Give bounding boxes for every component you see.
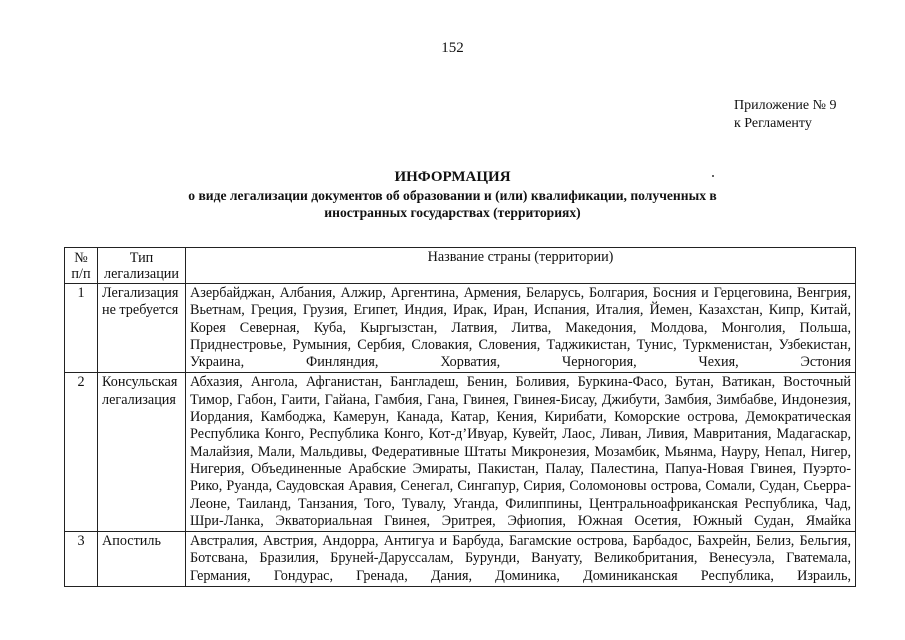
- country-list: Азербайджан, Албания, Алжир, Аргентина, Армения, Беларусь, Болгария, Босния и Герцеговина, Венгрия, Вьетнам, Греция, Грузия, Египет, Индия, Ирак, Иран, Испания, Италия, Йемен, Казахстан, Кипр, Китай, Корея Северная, Куба, Кыргызстан, Латвия, Литва, Македония, Молдова, Монголия, Польша, Приднестровье, Румыния, Сербия, Словакия, Словения, Таджикистан, Тунис, Туркменистан, Узбекистан, Украина, Финляндия, Хорватия, Черногория, Чехия, Эстония: [186, 284, 856, 373]
- document-subtitle: о виде легализации документов об образовании и (или) квалификации, полученных в: [188, 188, 717, 203]
- table-row: [65, 373, 856, 532]
- document-heading: [0, 168, 905, 221]
- appendix-reference: [734, 97, 837, 133]
- row-number: 2: [65, 373, 98, 532]
- document-subtitle: иностранных государствах (территориях): [324, 205, 581, 220]
- table-row: [65, 532, 856, 587]
- appendix-line: к Регламенту: [734, 116, 812, 131]
- country-list: Австралия, Австрия, Андорра, Антигуа и Барбуда, Багамские острова, Барбадос, Бахрейн, Белиз, Бельгия, Ботсвана, Бразилия, Бруней-Даруссалам, Бурунди, Вануату, Великобритания, Венесуэла, Гватемала, Германия, Гондурас, Гренада, Дания, Доминика, Доминиканская Республика, Израиль,: [186, 532, 856, 587]
- legalization-table: [64, 247, 856, 587]
- appendix-line: Приложение № 9: [734, 98, 837, 113]
- row-number: 3: [65, 532, 98, 587]
- country-list: Абхазия, Ангола, Афганистан, Бангладеш, Бенин, Боливия, Буркина-Фасо, Бутан, Ватикан, Восточный Тимор, Габон, Гаити, Гайана, Гамбия, Гана, Гвинея, Гвинея-Бисау, Джибути, Замбия, Зимбабве, Индонезия, Иордания, Камбоджа, Камерун, Канада, Катар, Кения, Кирибати, Коморские острова, Демократическая Республика Конго, Республика Конго, Кот-д’Ивуар, Кувейт, Лаос, Ливан, Ливия, Мавритания, Мадагаскар, Малайзия, Мали, Мальдивы, Федеративные Штаты Микронезия, Мозамбик, Мьянма, Науру, Непал, Нигер, Нигерия, Объединенные Арабские Эмираты, Пакистан, Палау, Палестина, Папуа-Новая Гвинея, Пуэрто-Рико, Руанда, Саудовская Аравия, Сенегал, Сингапур, Сирия, Соломоновы острова, Сомали, Судан, Сьерра-Леоне, Таиланд, Танзания, Того, Тувалу, Уганда, Филиппины, Центральноафриканская Республика, Чад, Шри-Ланка, Экваториальная Гвинея, Эритрея, Эфиопия, Южная Осетия, Южный Судан, Ямайка: [186, 373, 856, 532]
- header-country-name: Название страны (территории): [186, 248, 856, 284]
- table-row: [65, 284, 856, 373]
- document-title: ИНФОРМАЦИЯ: [394, 169, 511, 185]
- header-type: Тип легализации: [98, 248, 186, 284]
- page-number: 152: [441, 40, 464, 56]
- table-header-row: [65, 248, 856, 284]
- legalization-type: Апостиль: [98, 532, 186, 587]
- legalization-type: Легализация не требуется: [98, 284, 186, 373]
- legalization-type: Консульская легализация: [98, 373, 186, 532]
- header-num: № п/п: [65, 248, 98, 284]
- row-number: 1: [65, 284, 98, 373]
